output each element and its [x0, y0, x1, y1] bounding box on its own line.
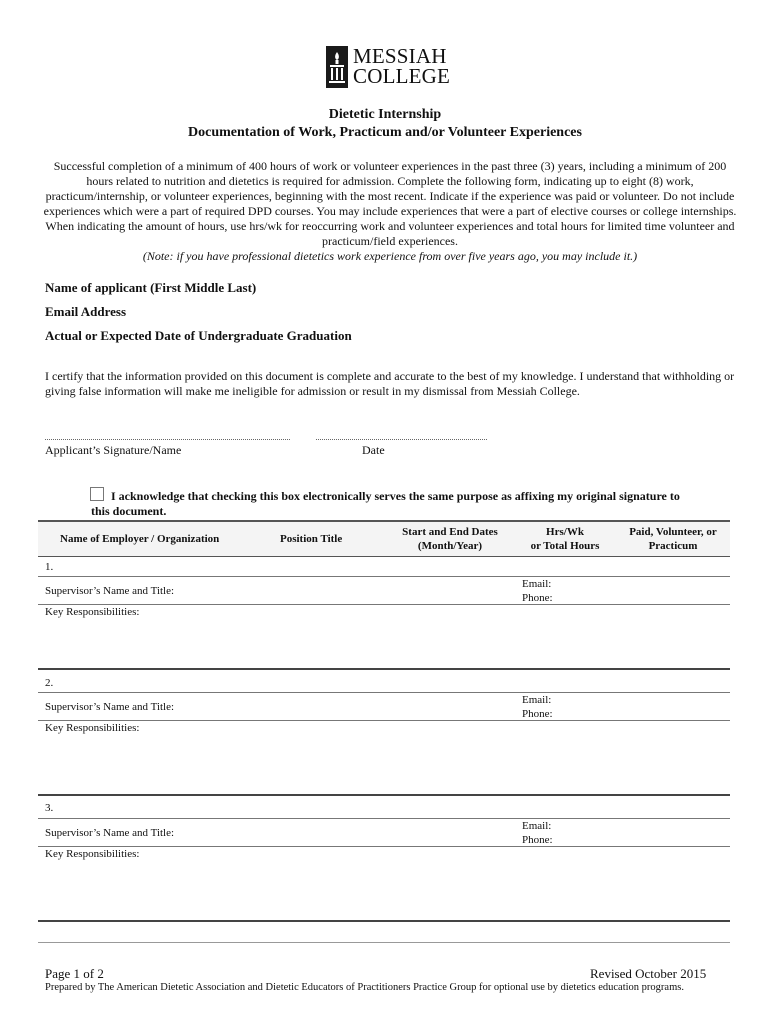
signature-field[interactable]: [45, 439, 290, 440]
entry-2-number: 2.: [45, 677, 54, 689]
entry-3-number: 3.: [45, 802, 54, 814]
prepared-by-note: Prepared by The American Dietetic Association and Dietetic Educators of Practitioners Practice Group for optional use by dietetics education programs.: [45, 982, 684, 993]
entry-2-divider-2: [38, 720, 730, 721]
entry-3-phone-label: Phone:: [522, 834, 553, 846]
entry-1-bottom-rule: [38, 668, 730, 670]
crest-icon: [326, 46, 348, 88]
entry-1-email-label: Email:: [522, 578, 552, 590]
email-address-label: Email Address: [45, 304, 127, 319]
document-title: Dietetic Internship: [328, 107, 442, 122]
header-dates: [390, 525, 510, 553]
revised-date: Revised October 2015: [590, 966, 707, 981]
entry-3-bottom-rule: [38, 920, 730, 922]
intro-text: Successful completion of a minimum of 400 hours of work or volunteer experiences in the past three (3) years, including a minimum of 200 hours related to nutrition and dietetics is required for admission. Complete the following form, indicating up to eight (8) work, practicum/internship, or volunteer experiences, beginning with the most recent. Indicate if the experience was paid or volunteer. Do not include experiences which were a part of required DPD courses. You may include experiences that were a part of elective courses or college internships. When indicating the amount of hours, use hrs/wk for reoccurring work and volunteer experiences and total hours for limited time volunteer and practicum/field experiences.: [43, 159, 737, 248]
acknowledge-checkbox[interactable]: [90, 487, 104, 501]
footer-rule: [38, 942, 730, 943]
logo-line-2: COLLEGE: [353, 64, 451, 88]
header-hours-line2: or Total Hours: [530, 540, 600, 552]
entry-3-key-responsibilities: Key Responsibilities:: [45, 848, 140, 860]
entry-3-email-label: Email:: [522, 820, 552, 832]
entry-2-phone-label: Phone:: [522, 708, 553, 720]
entry-1-key-responsibilities: Key Responsibilities:: [45, 606, 140, 618]
entry-2-key-responsibilities: Key Responsibilities:: [45, 722, 140, 734]
document-subtitle: Documentation of Work, Practicum and/or Volunteer Experiences: [188, 125, 582, 140]
entry-2-bottom-rule: [38, 794, 730, 796]
entry-1-number: 1.: [45, 561, 54, 573]
applicant-name-label: Name of applicant (First Middle Last): [45, 280, 257, 295]
header-hours-line1: Hrs/Wk: [546, 526, 584, 538]
entry-1-divider: [38, 576, 730, 577]
entry-3-supervisor-label: Supervisor’s Name and Title:: [45, 827, 175, 839]
intro-note: (Note: if you have professional dietetics work experience from over five years ago, you may include it.): [142, 249, 638, 263]
entry-2-divider: [38, 692, 730, 693]
header-type-line1: Paid, Volunteer, or: [629, 526, 717, 538]
entry-2-email-label: Email:: [522, 694, 552, 706]
header-type-line2: Practicum: [648, 540, 698, 552]
acknowledge-text-cont: this document.: [91, 504, 167, 518]
entry-3-divider: [38, 818, 730, 819]
certification-statement: I certify that the information provided on this document is complete and accurate to the best of my knowledge. I understand that withholding or giving false information will make me ineligible for admission or result in my dismissal from Messiah College.: [45, 369, 735, 398]
graduation-date-label: Actual or Expected Date of Undergraduate Graduation: [45, 328, 352, 343]
logo-line-1: MESSIAH: [353, 44, 447, 68]
signature-label: Applicant’s Signature/Name: [45, 443, 182, 457]
date-label: Date: [362, 443, 385, 457]
date-field[interactable]: [316, 439, 487, 440]
intro-paragraph: [40, 159, 740, 264]
header-position: Position Title: [280, 533, 343, 545]
entry-3-divider-2: [38, 846, 730, 847]
header-dates-line2: (Month/Year): [417, 540, 483, 552]
page-number: Page 1 of 2: [45, 966, 104, 981]
messiah-college-logo: [326, 46, 466, 88]
header-hours: [520, 525, 610, 553]
header-dates-line1: Start and End Dates: [402, 526, 498, 538]
entry-1-supervisor-label: Supervisor’s Name and Title:: [45, 585, 175, 597]
entry-1-phone-label: Phone:: [522, 592, 553, 604]
header-employer: Name of Employer / Organization: [60, 533, 220, 545]
entry-1-divider-2: [38, 604, 730, 605]
acknowledge-text: I acknowledge that checking this box electronically serves the same purpose as affixing my original signature to: [111, 489, 680, 503]
entry-2-supervisor-label: Supervisor’s Name and Title:: [45, 701, 175, 713]
header-type: [618, 525, 728, 553]
